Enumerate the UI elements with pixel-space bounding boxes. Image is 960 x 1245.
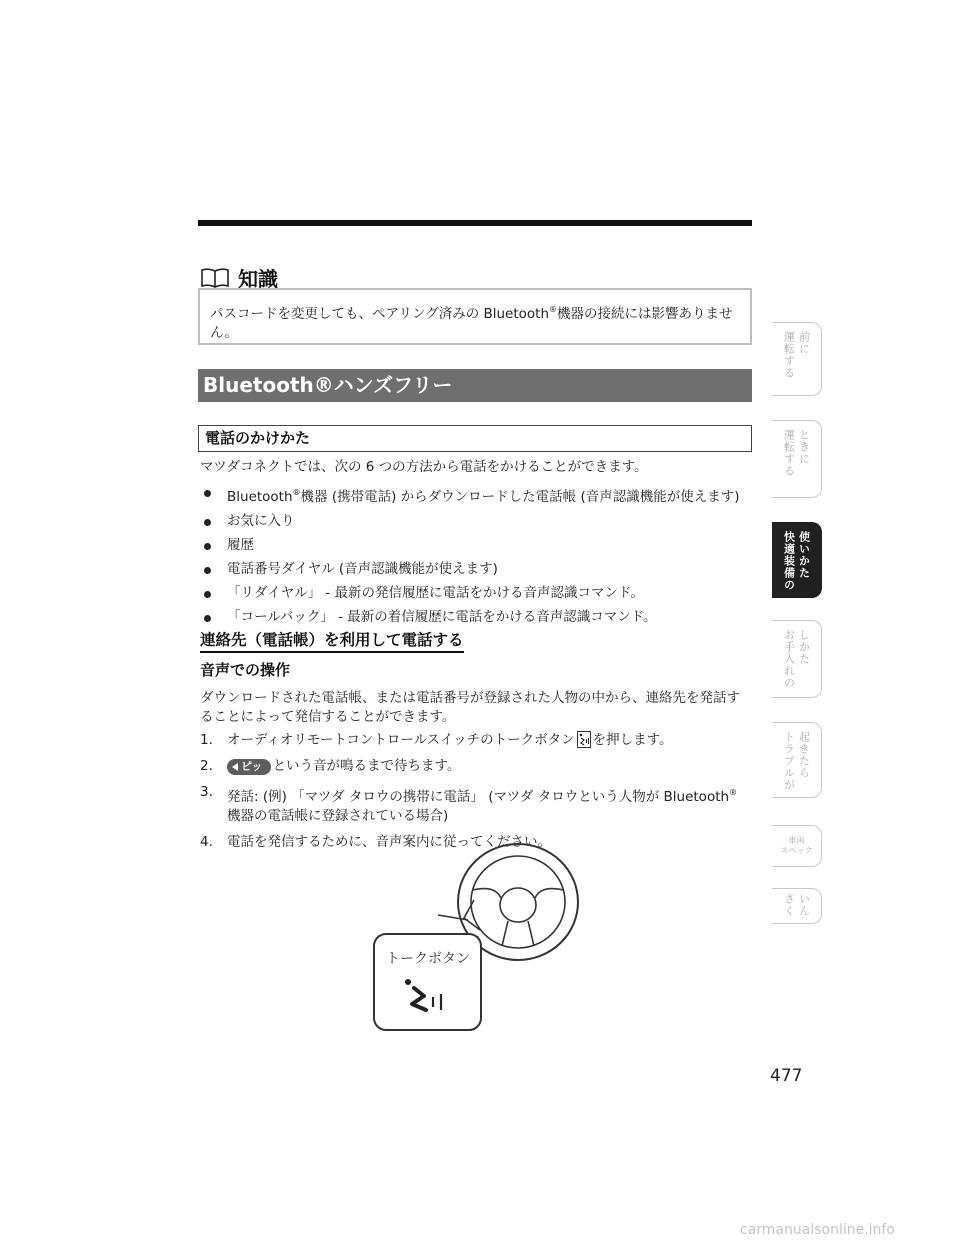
voice-operation-heading: 音声での操作 [200,661,291,679]
list-item: 履歴 [200,536,750,555]
bullet-icon [204,490,211,497]
beep-badge: ピッ [227,759,271,775]
tab-index[interactable]: さく いん [772,888,822,924]
tab-vehicle-spec[interactable]: 車両 スペック [772,825,822,867]
tab-troubleshooting[interactable]: トラブルが 起きたら [772,722,822,798]
tab-before-driving[interactable]: 運転する 前に [772,322,822,396]
bullet-icon [204,615,211,622]
list-item: 「リダイヤル」 - 最新の発信履歴に電話をかける音声認識コマンド。 [200,584,750,603]
talk-button-icon [577,731,591,748]
section-title: Bluetooth®ハンズフリー [198,369,752,402]
contacts-heading: 連絡先（電話帳）を利用して電話する [200,630,464,653]
knowledge-title: 知識 [238,267,278,291]
bullet-icon [204,519,211,526]
tab-comfort-equipment[interactable]: 快適装備の 使いかた [772,522,822,598]
step-item: 2. ピッ という音が鳴るまで待ちます。 [200,758,461,774]
page-number: 477 [770,1066,803,1086]
bullet-icon [204,591,211,598]
subsection-title: 電話のかけかた [198,425,752,452]
bullet-icon [204,567,211,574]
intro-text: マツダコネクトでは、次の 6 つの方法から電話をかけることができます。 [200,459,648,475]
tab-maintenance[interactable]: お手入れの しかた [772,620,822,698]
knowledge-note: パスコードを変更しても、ペアリング済みの Bluetooth®機器の接続には影響ありません。 [198,288,752,345]
call-methods-list [200,483,750,632]
step-item: 3. 発話: (例) 「マツダ タロウの携帯に電話」 (マツダ タロウという人物が Bluetooth® 機器の電話帳に登録されている場合) [200,784,738,824]
top-rule [198,220,752,226]
steering-wheel-illustration [370,840,600,1039]
voice-paragraph: ダウンロードされた電話帳、または電話番号が登録された人物の中から、連絡先を発話することによって発信することができます。 [200,690,740,725]
book-icon [200,267,230,289]
list-item: 電話番号ダイヤル (音声認識機能が使えます) [200,560,750,579]
talk-button-label: トークボタン [386,951,470,967]
list-item: お気に入り [200,512,750,531]
list-item: 「コールバック」 - 最新の着信履歴に電話をかける音声認識コマンド。 [200,608,750,627]
step-item: 1. オーディオリモートコントロールスイッチのトークボタン を押します。 [200,732,673,748]
bullet-icon [204,543,211,550]
watermark: carmanualsonline.info [740,1222,895,1238]
list-item: Bluetooth®機器 (携帯電話) からダウンロードした電話帳 (音声認識機能が使えます) [200,483,750,507]
tab-while-driving[interactable]: 運転する ときに [772,420,822,498]
step-item: 4. 電話を発信するために、音声案内に従ってください。 [200,834,551,850]
